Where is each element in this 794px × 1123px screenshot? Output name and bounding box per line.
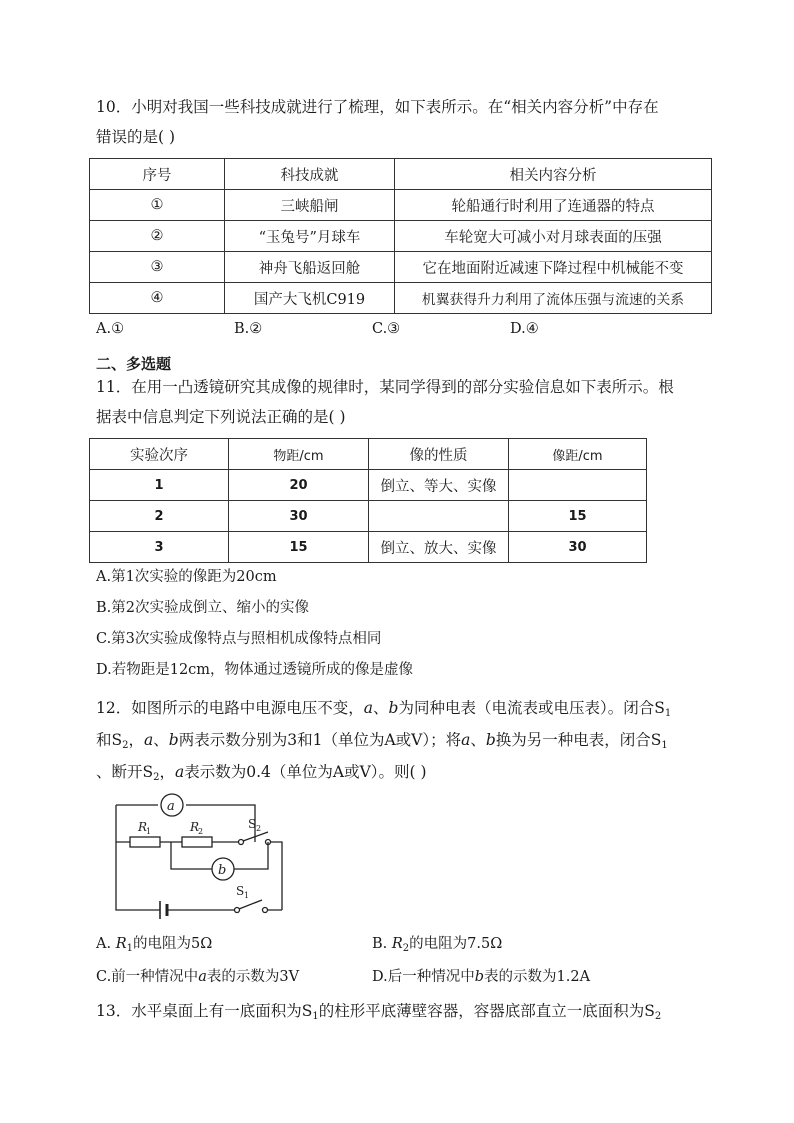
subscript: 1 (661, 740, 668, 751)
table-cell: 轮船通行时利用了连通器的特点 (395, 190, 712, 221)
text: R (115, 936, 127, 952)
text: R (391, 936, 403, 952)
table-row (90, 532, 647, 563)
table-cell (509, 470, 647, 501)
r2-label: R (190, 820, 200, 834)
table-cell: 30 (229, 501, 369, 532)
table-cell: 1 (90, 470, 229, 501)
circuit-diagram (110, 790, 295, 920)
text: 13．水平桌面上有一底面积为S (96, 1002, 313, 1020)
switch-s1-contact-icon (235, 908, 240, 913)
option-11-c[interactable]: C.第3次实验成像特点与照相机成像特点相同 (96, 631, 382, 647)
table-cell: ③ (90, 252, 225, 283)
table-header: 科技成就 (225, 159, 395, 190)
question-12-line3 (96, 756, 716, 788)
s2-label: S (248, 817, 257, 831)
text: a (363, 699, 373, 717)
table-header: 相关内容分析 (395, 159, 712, 190)
table-row (90, 501, 647, 532)
text: 的电阻为7.5Ω (409, 936, 503, 952)
resistor-r2-icon (182, 837, 212, 847)
option-12-a[interactable] (96, 933, 212, 955)
text: 、断开S (96, 763, 154, 781)
text: a (175, 763, 185, 781)
table-cell: ② (90, 221, 225, 252)
text: 和S (96, 731, 123, 749)
s2-sub: 2 (256, 824, 262, 833)
s1-label: S (236, 884, 245, 898)
text: a (144, 731, 154, 749)
table-header: 物距/cm (229, 439, 369, 470)
question-12-line1 (96, 692, 716, 724)
option-10-a[interactable]: A.① (96, 321, 125, 337)
text: C.前一种情况中 (96, 969, 199, 985)
question-13-stem (96, 996, 716, 1026)
table-cell: 倒立、等大、实像 (369, 470, 509, 501)
table-row (90, 283, 712, 314)
text: 表示数为0.4（单位为A或V）。则( ) (184, 763, 427, 781)
resistor-r1-icon (130, 837, 160, 847)
switch-s2-contact-icon (239, 840, 244, 845)
table-cell: ④ (90, 283, 225, 314)
section-heading: 二、多选题 (96, 355, 172, 373)
s1-sub: 1 (244, 891, 250, 900)
option-10-d[interactable]: D.④ (510, 321, 539, 337)
question-12-stem (96, 692, 716, 788)
table-row (90, 252, 712, 283)
table-cell: 它在地面附近减速下降过程中机械能不变 (395, 252, 712, 283)
question-12-line2 (96, 724, 716, 756)
table-header-row (90, 439, 647, 470)
option-12-d[interactable] (372, 966, 590, 988)
text: 的电阻为5Ω (133, 936, 213, 952)
table-cell: 2 (90, 501, 229, 532)
question-10-stem (96, 92, 716, 152)
subscript: 1 (664, 708, 672, 719)
meter-b-label: b (218, 863, 227, 878)
text: ， (159, 763, 176, 781)
table-header: 像的性质 (369, 439, 509, 470)
table-cell: 倒立、放大、实像 (369, 532, 509, 563)
question-10-line1: 10．小明对我国一些科技成就进行了梳理，如下表所示。在“相关内容分析”中存在 (96, 98, 659, 116)
table-cell: 15 (229, 532, 369, 563)
text: 为同种电表（电流表或电压表）。闭合S (398, 699, 665, 717)
question-11-line1: 11．在用一凸透镜研究其成像的规律时，某同学得到的部分实验信息如下表所示。根 (96, 378, 674, 396)
meter-a-label: a (167, 799, 175, 814)
table-cell: 3 (90, 532, 229, 563)
table-header: 序号 (90, 159, 225, 190)
text: 、 (153, 731, 169, 749)
table-header: 像距/cm (509, 439, 647, 470)
text: 表的示数为3V (206, 969, 300, 985)
table-row (90, 190, 712, 221)
option-12-c[interactable] (96, 966, 299, 988)
table-cell: “玉兔号”月球车 (225, 221, 395, 252)
text: 、 (372, 699, 389, 717)
question-10-line2: 错误的是( ) (96, 128, 176, 146)
option-11-d[interactable]: D.若物距是12cm，物体通过透镜所成的像是虚像 (96, 662, 414, 678)
switch-s1-contact-icon (263, 908, 268, 913)
table-cell: 机翼获得升力利用了流体压强与流速的关系 (395, 283, 712, 314)
text: 12．如图所示的电路中电源电压不变， (96, 699, 364, 717)
subscript: 2 (654, 1011, 662, 1022)
r1-label: R (138, 820, 148, 834)
text: D.后一种情况中 (372, 969, 475, 985)
option-10-c[interactable]: C.③ (372, 321, 401, 337)
table-cell: 国产大飞机C919 (225, 283, 395, 314)
subscript: 2 (122, 740, 129, 751)
option-12-b[interactable] (372, 933, 502, 955)
r2-sub: 2 (198, 827, 204, 836)
table-cell: 车轮宽大可减小对月球表面的压强 (395, 221, 712, 252)
wire (268, 842, 282, 910)
table-cell: ① (90, 190, 225, 221)
table-cell: 三峡船闸 (225, 190, 395, 221)
subscript: 2 (153, 772, 160, 783)
text: 表的示数为1.2A (484, 969, 591, 985)
question-11-line2: 据表中信息判定下列说法正确的是( ) (96, 408, 346, 426)
table-cell: 20 (229, 470, 369, 501)
text: 换为另一种电表，闭合S (495, 731, 662, 749)
subscript: 2 (402, 943, 410, 954)
table-row (90, 221, 712, 252)
table-cell (369, 501, 509, 532)
text: b (388, 699, 399, 717)
text: B. (372, 936, 392, 952)
table-header-row (90, 159, 712, 190)
question-11-stem (96, 372, 716, 432)
text: b (474, 969, 485, 985)
switch-s1-blade-icon (239, 900, 262, 909)
question-11-table (89, 438, 647, 563)
table-cell: 15 (509, 501, 647, 532)
text: b (485, 731, 496, 749)
text: 两表示数分别为3和1（单位为A或V）；将 (178, 731, 462, 749)
text: 、 (470, 731, 486, 749)
r1-sub: 1 (146, 827, 152, 836)
table-header: 实验次序 (90, 439, 229, 470)
option-10-b[interactable]: B.② (234, 321, 263, 337)
option-11-a[interactable]: A.第1次实验的像距为20cm (96, 569, 277, 585)
subscript: 1 (312, 1011, 319, 1022)
text: ， (128, 731, 145, 749)
table-row (90, 470, 647, 501)
text: a (461, 731, 471, 749)
text: a (198, 969, 207, 985)
text: A. (96, 936, 116, 952)
table-cell: 神舟飞船返回舱 (225, 252, 395, 283)
option-11-b[interactable]: B.第2次实验成倒立、缩小的实像 (96, 600, 309, 616)
question-10-table (89, 158, 712, 314)
text: b (168, 731, 179, 749)
table-cell: 30 (509, 532, 647, 563)
subscript: 1 (126, 943, 133, 954)
text: 的柱形平底薄壁容器，容器底部直立一底面积为S (318, 1002, 655, 1020)
